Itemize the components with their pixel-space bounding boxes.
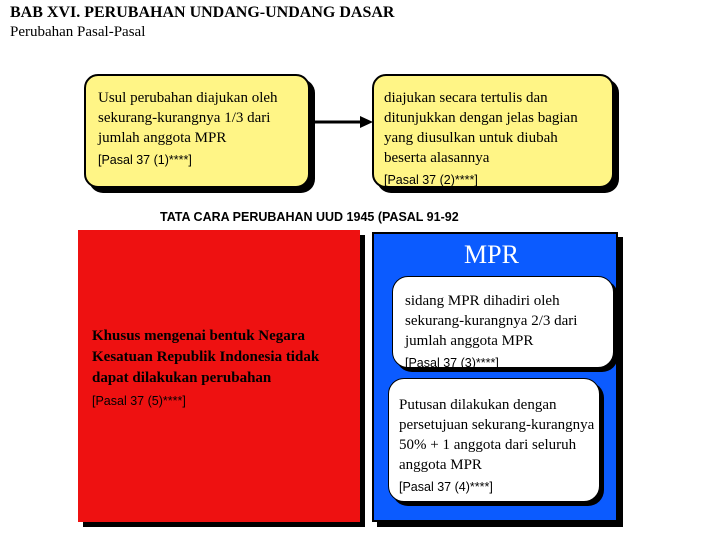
putusan-text: Putusan dilakukan dengan persetujuan sekurang-kurangnya 50% + 1 anggota dari seluruh anggota MPR xyxy=(399,397,595,473)
sidang-ref: [Pasal 37 (3)****] xyxy=(405,356,499,370)
nkri-text: Khusus mengenai bentuk Negara Kesatuan Republik Indonesia tidak dapat dilakukan perubahan xyxy=(92,328,320,386)
tertulis-ref: [Pasal 37 (2)****] xyxy=(384,173,478,187)
nkri-box xyxy=(78,230,360,522)
usul-perubahan-ref: [Pasal 37 (1)****] xyxy=(98,153,192,167)
sidang-box xyxy=(392,276,614,368)
page-subtitle: Perubahan Pasal-Pasal xyxy=(10,24,146,40)
page-title: BAB XVI. PERUBAHAN UNDANG-UNDANG DASAR xyxy=(10,4,395,21)
section-title: TATA CARA PERUBAHAN UUD 1945 (PASAL 91-92 xyxy=(160,210,459,224)
mpr-label: MPR xyxy=(464,240,519,269)
tertulis-box xyxy=(372,74,614,188)
usul-perubahan-text: Usul perubahan diajukan oleh sekurang-kurangnya 1/3 dari jumlah anggota MPR xyxy=(98,90,278,146)
putusan-ref: [Pasal 37 (4)****] xyxy=(399,480,493,494)
tertulis-text: diajukan secara tertulis dan ditunjukkan dengan jelas bagian yang diusulkan untuk diubah beserta alasannya xyxy=(384,90,578,166)
mpr-box xyxy=(372,232,618,522)
nkri-ref: [Pasal 37 (5)****] xyxy=(92,394,186,408)
putusan-box xyxy=(388,378,600,502)
usul-perubahan-box xyxy=(84,74,310,188)
sidang-text: sidang MPR dihadiri oleh sekurang-kurangnya 2/3 dari jumlah anggota MPR xyxy=(405,293,578,349)
right-arrow-icon xyxy=(310,115,374,129)
